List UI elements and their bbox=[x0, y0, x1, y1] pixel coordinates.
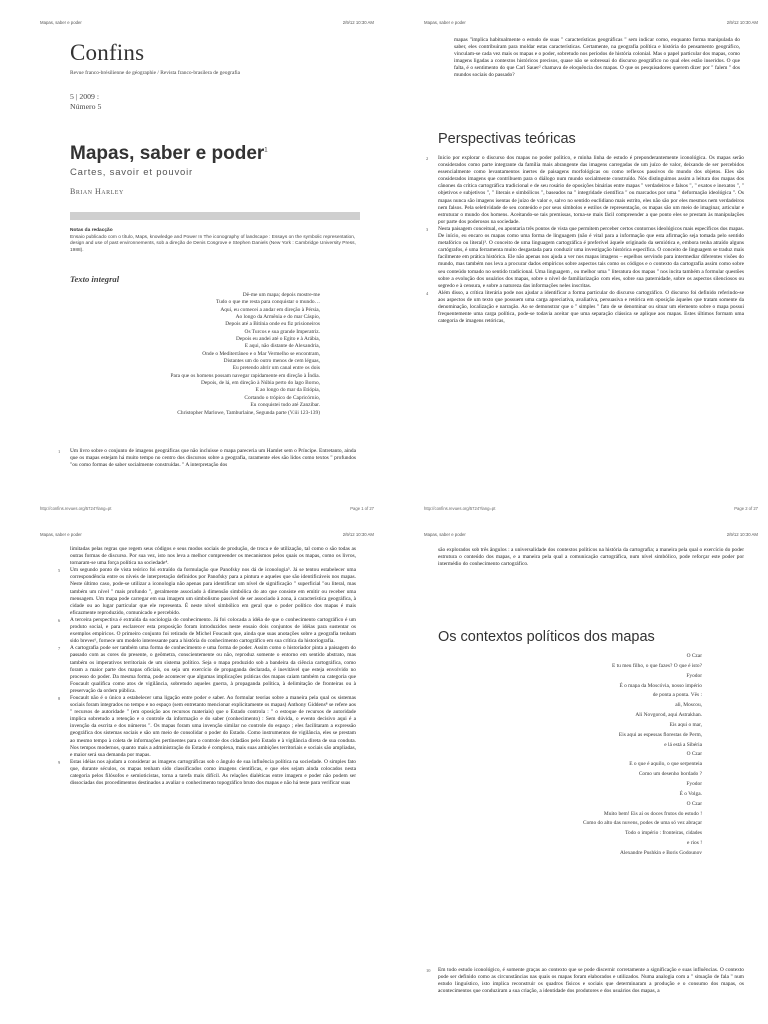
footer-url[interactable]: http://confins.revues.org/5724?lang=pt bbox=[40, 506, 112, 511]
paragraph: 1 Um livro sobre o conjunto de imagens geográficas que não incluisse o mapa pareceria um Hamlet sem o Príncipe. Entretanto, ainda que os mapas estejam há muito tempo no centro dos discursos sobre a geografia, raramente eles são lidos como textos " profundos "ou como formas de saber socialmente construídas. " A interpretação dos bbox=[58, 448, 356, 469]
document-page-3 bbox=[0, 512, 384, 1024]
paragraph-number: 5 bbox=[58, 568, 61, 574]
paragraph-number: 8 bbox=[58, 695, 61, 701]
paragraph: limitadas pelas regras que regem seus códigos e seus modos sociais de produção, de troca e de utilização, tal como o são todas as outras formas de discurso. Por sua vez, isto nos leva a melhor compreender os mecanismos pelos quais os mapas, como os livros, tornaram-se uma força política na sociedade⁴. bbox=[70, 546, 356, 567]
header-title: Mapas, saber e poder bbox=[40, 532, 82, 537]
paragraph: 7 A cartografia pode ser também uma forma de conhecimento e uma forma de poder. Assim como o historiador pinta a paisagem do passado com as cores do presente, o geômetra, conscientemente ou não, reproduz somente o entorno em sentido abstrato, mas também os imperativos territoriais de um sistema político. Seja o mapa produzido sob a bandeira da ciência cartográfica, como foram a maior parte dos mapas oficiais, ou seja um exercício de propaganda declarada, é inevitável que esteja envolvido no processo do poder. Da mesma forma, pode acontecer que algumas implicações práticas dos mapas caiam também na categoria que Foucault qualifica como atos de vigilância, sobretudo aqueles guerra, à propaganda política, à delimitação de fronteiras ou à preservação da ordem pública. bbox=[58, 645, 356, 694]
poem-line: Ao longo da Armênia e do mar Cáspio, bbox=[235, 314, 320, 321]
article-body bbox=[58, 448, 356, 469]
poem-line: Tudo o que me resta para conquistar o mundo… bbox=[215, 299, 320, 306]
poem-line: Depois até a Bitínia onde eu fiz prisioneiros bbox=[225, 321, 320, 328]
poem-line: Os Turcos e sua grande Imperatriz. bbox=[244, 328, 320, 335]
paragraph: são explorados sob três ângulos : a universalidade dos contextos políticos na história da cartografia; a maneira pela qual o exercício do poder estrutura o conteúdo dos mapas, e a maneira pela qual a comunicação cartográfica, num nível simbólico, pode reforçar este poder por intermédio do conhecimento cartográfico. bbox=[438, 547, 744, 568]
dialogue-line: Muito bem! Eis aí os doces frutos do estudo ! bbox=[603, 810, 702, 817]
dialogue-line: É o mapa da Moscóvia, nosso império bbox=[619, 682, 702, 689]
paragraph: 5 Um segundo ponto de vista teórico foi extraído da formulação que Panofsky nos dá de iconologia⁵. Já se tentou estabelecer uma correspondência entre os níveis de interpretação definidos por Panofsky para a pintura e aqueles que são identificáveis nos mapas. Neste último caso, pode-se utilizar a iconologia não apenas para identificar um nível de significação " superficial "ou literal, mas também um nível " mais profundo ", geralmente associado à dimensão simbólica do ato que consiste em emitir ou receber uma mensagem. Um mapa pode carregar em sua imagem um simbolismo passível de ser associado à zona, à característica geográfica, à cidade ou ao lugar particular que ele representa. É neste nível simbólico em geral que o poder político dos mapas é mais eficazmente reproduzido, comunicado e percebido. bbox=[58, 567, 356, 616]
header-timestamp: 2/9/12 10:30 AM bbox=[726, 532, 758, 537]
paragraph-number: 9 bbox=[58, 759, 61, 765]
poem-line: Cortando o trópico de Capricórnio, bbox=[244, 394, 320, 401]
poem-line: E ao longo do mar da Etiópia, bbox=[255, 387, 320, 394]
epigraph-dialogue bbox=[583, 652, 702, 859]
dialogue-line: O Czar bbox=[686, 800, 702, 807]
dialogue-line: Fyodor bbox=[686, 780, 702, 787]
paragraph: 2 Inicio por explorar o discurso dos mapas no poder político, e minha linha de estudo é preponderantemente iconológica. Os mapas serão considerados como parte integrante da família mais abrangente das imagens carregadas de um juízo de valor, deixando de ser percebidos essencialmente como levantamentos inertes de paisagens morfológicas ou como reflexos passivos do mundo dos objetos. Eles são considerados imagens que contribuem para o diálogo num mundo socialmente construído. Nós distinguimos assim a leitura dos mapas dos cânones da crítica cartográfica tradicional e de seu rosário de oposições binárias entre mapas " verdadeiros e falsos ", " exatos e inexatos ", " objetivos e subjetivos ", " literais e simbólicos ", baseados na " integridade científica " ou marcados por uma " deformação ideológica ". Os mapas nunca são imagens isentas de juízo de valor e, salvo no sentido euclidiano mais estrito, eles não são por eles mesmos nem verdadeiros nem falsos. Pela seletividade de seu conteúdo e por seus símbolos e estilos de representação, os mapas são um meio de imaginar, articular e estruturar o mundo dos homens. Aceitando-se tais premissas, torna-se mais fácil compreender a que ponto eles se prestam às manipulações por parte dos poderosos na sociedade. bbox=[426, 155, 744, 225]
paragraph: 9 Estas idéias nos ajudam a considerar as imagens cartográficas sob o ângulo de sua influência política na sociedade. O simples fato que, durante séculos, os mapas tenham sido classificados como imagens científicas, e que eles sejam ainda colocados nesta categoria pelos filósofos e semioticistas, torna a tarefa mais difícil. As relações dialéticas entre imagem e poder não podem ser dissociadas dos procedimentos destinados a avaliar o conhecimento topográfico bruto dos mapas e não há teste para verificar suas bbox=[58, 758, 356, 787]
footer-url[interactable]: http://confins.revues.org/5724?lang=pt bbox=[424, 506, 496, 511]
header-title: Mapas, saber e poder bbox=[424, 532, 466, 537]
poem-line: Para que os homens possam navegar rapidamente em direção à Índia. bbox=[170, 372, 320, 379]
header-timestamp: 2/9/12 10:30 AM bbox=[726, 20, 758, 25]
header-title: Mapas, saber e poder bbox=[424, 20, 466, 25]
dialogue-line: Eis aqui o mar, bbox=[669, 721, 702, 728]
footer-page-number: Page 2 of 27 bbox=[734, 506, 758, 511]
paragraph: 6 A terceira perspectiva é extraída da sociologia do conhecimento. Já foi colocada a idéia de que o conhecimento cartográfico é um produto social, e para esclarecer esta proposição foram introduzidos neste ensaio dois conjuntos de idéias para sustentar os exemplos empíricos. O primeiro conjunto foi retirado de Michel Foucault que, ainda que suas anotações sobre a geografia tenham sido breves⁶, fornece um modelo interessante para a história do conhecimento cartográfico em sua crítica da historiografia. bbox=[58, 616, 356, 645]
poem-line: Depois, de lá, em direção à Núbia perto do lago Borno, bbox=[200, 380, 320, 387]
paragraph: 4 Além disso, a crítica literária pode nos ajudar a identificar a forma particular do discurso cartográfico. O discurso foi definido referindo-se aos aspectos de um texto que possuem uma carga apreciativa, avaliativa, persuasiva e retórica em oposição àqueles que tratam somente da denominação, localização e narração. Ao se demonstrar que o " simples " fato de se denominar ou situar um elemento sobre o mapa possui frequentemente uma carga política, pode-se todavia aceitar que uma separação clássica se aplique aos mapas. Estes últimos formam uma categoria de imagens retóricas, bbox=[426, 289, 744, 325]
article-body-intro bbox=[454, 37, 740, 80]
dialogue-line: ali, Moscou, bbox=[675, 702, 702, 709]
article-body bbox=[426, 155, 744, 325]
journal-subtitle: Revue franco-brésilienne de géographie / Revista franco-brasilera de geografia bbox=[70, 70, 241, 76]
paragraph: 8 Foucault não é o único a estabelecer uma ligação entre poder e saber. Ao formular teorias sobre a maneira pela qual os sistemas sociais foram integrados no tempo e no espaço (sem entretanto mencionar explicitamente os mapas) Anthony Giddens⁸ se refere aos " recursos de autoridade " (em oposição aos recursos materiais) que o Estado controla : " o estoque de recursos de autoridade implica sobretudo a retenção e o controle da informação e do saber (conhecimento) : Sem dúvida, o evento decisivo aqui é a invenção da escrita e dos números ". Os mapas foram uma invenção similar no controle do espaço ; eles facilitaram a expressão geográfica dos sistemas sociais e são um meio de consolidar o poder do Estado. Como instrumentos de vigilância, eles se prestam ao mesmo tempo à coleta de informações pertinentes para o controle dos cidadãos pelo Estado e à vigilância direta de sua conduta. Nos tempos modernos, quanto mais a administração do Estado é complexa, mais suas ambições territoriais e sociais são ampliadas, e maior será sua demanda por mapas. bbox=[58, 694, 356, 758]
issue-label: Número 5 bbox=[70, 101, 102, 111]
document-page-2 bbox=[384, 0, 768, 512]
poem-line: Onde o Mediterrâneo e o Mar Vermelho se encontram, bbox=[202, 350, 320, 357]
dialogue-line: O Czar bbox=[686, 653, 702, 659]
paragraph-number: 10 bbox=[426, 968, 431, 973]
poem-line: E aqui, não distante de Alexandria, bbox=[244, 343, 320, 350]
dialogue-line: Ali Novgorod, aqui Astrakhan. bbox=[635, 712, 702, 719]
article-title: Mapas, saber e poder$^1$ bbox=[70, 143, 268, 164]
article-author[interactable]: Brian Harley bbox=[70, 187, 124, 196]
dialogue-line: e rios ! bbox=[687, 840, 702, 847]
dialogue-line: Como um desenho bordado ? bbox=[638, 771, 702, 778]
article-body bbox=[426, 967, 744, 995]
dialogue-line: e lá está a Sibéria bbox=[664, 741, 702, 748]
paragraph: 3 Nesta paisagem conceitual, eu apontaria três pontos de vista que permitem perceber certos contornos ideológicos mais específicos dos mapas. De início, eu encaro os mapas como uma forma de linguagem (não é vital para a informação que esta afirmação seja tomada pelo sentido metafórico ou literal)³. O conceito de uma linguagem cartográfica é preferível àquele originado da semiótica e, embora tenha atraído alguns cartógrafos, é uma ferramenta muito desgastada para conduzir uma investigação histórica específica. O conceito de linguagem se traduz mais facilmente em prática histórica. Ele não apenas nos ajuda a ver nos mapas imagens – espelhos servindo para intermediar diferentes visões do mundo, mas também nos leva a procurar dados empíricos sobre aspectos tais como os códigos e o contexto da cartografia assim como sobre seu conteúdo tomado no sentido tradicional. Uma linguagem , ou melhor uma " literatura dos mapas " nos incita também a formular questões sobre a evolução dos usuários dos mapas, sobre o nível de familiarização com eles, sobre sua paternidade, sobre os aspectos silenciosos ou segredo e à censura, e sobre a natureza das informações neles inscritas. bbox=[426, 225, 744, 289]
poem-line: Depois eu andei até o Egito e à Arábia, bbox=[236, 336, 320, 343]
issue-number: 5 | 2009 : bbox=[70, 92, 100, 101]
dialogue-line: Eis aqui as espessas florestas de Perm, bbox=[618, 731, 702, 738]
poem-line: Christopher Marlowe, Tamburlaine, Segunda parte (V.iii 123-139) bbox=[177, 409, 320, 416]
paragraph: 10 Em todo estudo iconológico, é somente graças ao contexto que se pode discernir corretamente a significação e suas influências. O contexto pode ser definido como as circunstâncias nas quais os mapas foram elaborados e utilizados. Numa analogia com a " situação de fala " num estudo linguístico, isto implica reconstruir os quadros físicos e sociais que determinaram a produção e o consumo dos mapas, os acontecimentos que conduziram a sua criação, a identidade dos produtores e dos usuários dos mapas, a bbox=[426, 967, 744, 995]
poem-line: Dê-me um mapa; depois mostre-me bbox=[242, 292, 320, 298]
paragraph: mapas "implica habitualmente o estudo de suas " características geográficas " sem indicar como, enquanto forma manipulada do saber, eles contribuíram para moldar estas características. Certamente, na geografia política e história do pensamento geográfico, vinculam-se cada vez mais os mapas e o poder, sobretudo nos períodos de história colonial. Mas o papel particular dos mapas, como imagens ligadas a contextos históricos precisos, quase não se sobressai do discurso geográfico no qual eles estão inseridos. O que falta, é o sentimento do que Carl Sauer² chamava de eloquência dos mapas. O que os pesquisadores querem dizer por " falem " dos mundos sociais do passado? bbox=[454, 37, 740, 79]
dialogue-line: Como do alto das nuvens, podes de uma só vez abraçar bbox=[582, 820, 702, 827]
document-page-1 bbox=[0, 0, 384, 512]
epigraph-poem bbox=[60, 292, 320, 417]
dialogue-line: E o que é aquilo, o que serpenteia bbox=[629, 761, 702, 768]
dialogue-line: de ponta a ponta. Vês : bbox=[652, 692, 702, 699]
footer-page-number: Page 1 of 27 bbox=[350, 506, 374, 511]
journal-title: Confins bbox=[70, 40, 145, 65]
editor-notes-heading: Notas da redacção bbox=[70, 228, 113, 233]
paragraph-number: 7 bbox=[58, 646, 61, 652]
document-page-4 bbox=[384, 512, 768, 1024]
dialogue-line: Alexandre Pushkin e Boris Godounov bbox=[619, 849, 702, 856]
editor-notes-text: Ensaio publicado com o título, Maps, knowledge and Power In The iconography of landscape : Essays on the symbolic representation, design and use of past environnements, sob a direção de Denis Cosgrove e Stephen Daniels (New York : Cambridge University Press, 1988). bbox=[70, 235, 356, 253]
dialogue-line: É o Volga. bbox=[679, 790, 702, 797]
paragraph-number: 4 bbox=[426, 290, 429, 296]
article-subtitle: Cartes, savoir et pouvoir bbox=[70, 167, 193, 178]
issue-info bbox=[70, 92, 101, 111]
full-text-heading: Texto integral bbox=[70, 274, 120, 284]
article-body-intro bbox=[438, 547, 744, 568]
section-heading: Perspectivas teóricas bbox=[438, 131, 576, 147]
paragraph-number: 1 bbox=[58, 449, 61, 454]
paragraph-number: 3 bbox=[426, 226, 429, 232]
poem-line: Distantes um do outro menos de cem léguas, bbox=[223, 358, 320, 365]
header-timestamp: 2/9/12 10:30 AM bbox=[342, 532, 374, 537]
header-title: Mapas, saber e poder bbox=[40, 20, 82, 25]
paragraph-number: 2 bbox=[426, 156, 429, 161]
paragraph-number: 6 bbox=[58, 617, 61, 623]
section-divider-bar bbox=[70, 212, 360, 220]
section-heading: Os contextos políticos dos mapas bbox=[438, 629, 655, 645]
article-body bbox=[58, 546, 356, 787]
title-footnote-ref[interactable]: 1 bbox=[264, 147, 268, 154]
header-timestamp: 2/9/12 10:30 AM bbox=[342, 20, 374, 25]
dialogue-line: Todo o império : fronteiras, cidades bbox=[625, 830, 702, 837]
poem-line: Aqui, eu comecei a andar em direção à Pérsia, bbox=[220, 306, 320, 313]
dialogue-line: E tu meu filho, o que fazes? O que é isto? bbox=[612, 662, 702, 669]
dialogue-line: O Czar bbox=[686, 751, 702, 758]
poem-line: Eu pretendo abrir um canal entre os dois bbox=[232, 365, 320, 372]
poem-line: Eu conquistei tudo até Zanzibar. bbox=[250, 402, 320, 409]
dialogue-line: Fyodor bbox=[686, 672, 702, 679]
